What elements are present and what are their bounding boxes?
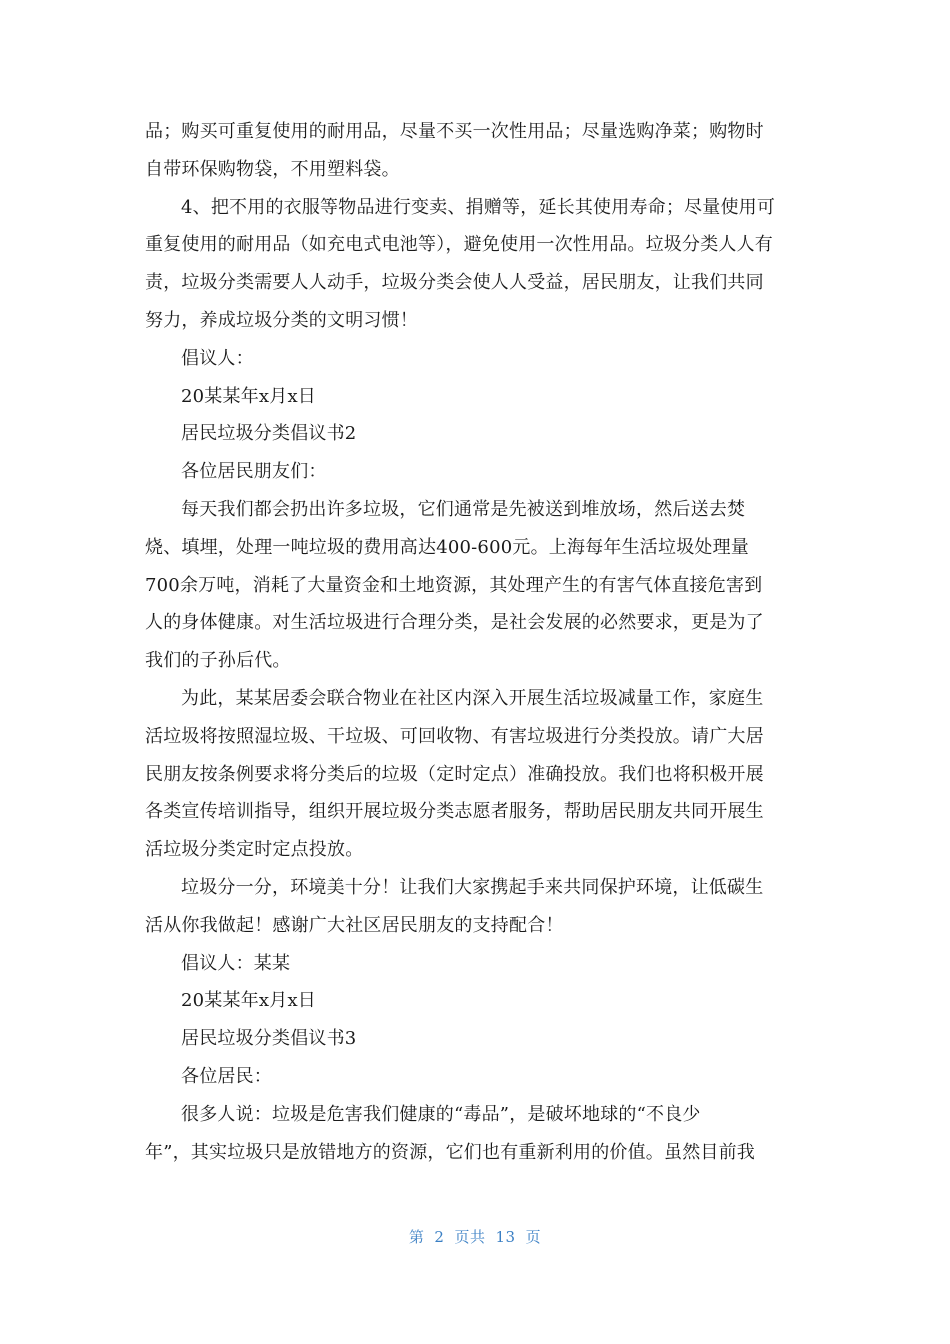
text-line: 重复使用的耐用品（如充电式电池等），避免使用一次性用品。垃圾分类人人有 — [145, 234, 773, 256]
text-line: 品；购买可重复使用的耐用品，尽量不买一次性用品；尽量选购净菜；购物时 — [145, 121, 764, 142]
signatory-label: 倡议人： — [181, 347, 254, 369]
text-line: 责，垃圾分类需要人人动手，垃圾分类会使人人受益，居民朋友，让我们共同 — [145, 272, 764, 294]
text-line: 活垃圾分类定时定点投放。 — [145, 839, 364, 861]
text-line: 4、把不用的衣服等物品进行变卖、捐赠等，延长其使用寿命；尽量使用可 — [181, 196, 776, 218]
text-line: 各类宣传培训指导，组织开展垃圾分类志愿者服务，帮助居民朋友共同开展生 — [145, 801, 764, 823]
text-line: 每天我们都会扔出许多垃圾，它们通常是先被送到堆放场，然后送去焚 — [181, 498, 746, 520]
section-title: 居民垃圾分类倡议书2 — [181, 423, 357, 445]
page-footer — [0, 1226, 950, 1247]
text-line: 700余万吨，消耗了大量资金和土地资源，其处理产生的有害气体直接危害到 — [145, 574, 763, 596]
footer-suffix: 页 — [525, 1228, 542, 1246]
total-pages-number: 13 — [495, 1228, 516, 1246]
document-body — [145, 113, 800, 1171]
current-page-number: 2 — [434, 1228, 445, 1246]
text-line: 垃圾分一分，环境美十分！让我们大家携起手来共同保护环境，让低碳生 — [181, 876, 764, 898]
salutation: 各位居民朋友们： — [181, 461, 327, 483]
salutation: 各位居民： — [181, 1065, 272, 1087]
signatory-label: 倡议人：某某 — [181, 952, 291, 974]
text-line: 自带环保购物袋，不用塑料袋。 — [145, 158, 400, 180]
footer-prefix: 第 — [408, 1228, 425, 1246]
text-line: 活从你我做起！感谢广大社区居民朋友的支持配合！ — [145, 914, 564, 936]
text-line: 烧、填埋，处理一吨垃圾的费用高达400-600元。上海每年生活垃圾处理量 — [145, 536, 749, 558]
section-title: 居民垃圾分类倡议书3 — [181, 1028, 357, 1050]
footer-middle: 页共 — [454, 1228, 486, 1246]
date-line: 20某某年x月x日 — [181, 385, 317, 407]
text-line: 民朋友按条例要求将分类后的垃圾（定时定点）准确投放。我们也将积极开展 — [145, 763, 764, 785]
text-line: 人的身体健康。对生活垃圾进行合理分类，是社会发展的必然要求，更是为了 — [145, 612, 764, 634]
text-line: 很多人说：垃圾是危害我们健康的“毒品”，是破坏地球的“不良少 — [181, 1103, 701, 1125]
date-line: 20某某年x月x日 — [181, 990, 317, 1012]
text-line: 为此，某某居委会联合物业在社区内深入开展生活垃圾减量工作，家庭生 — [181, 687, 764, 709]
text-line: 活垃圾将按照湿垃圾、干垃圾、可回收物、有害垃圾进行分类投放。请广大居 — [145, 725, 764, 747]
text-line: 努力，养成垃圾分类的文明习惯！ — [145, 309, 418, 331]
text-line: 我们的子孙后代。 — [145, 650, 291, 672]
text-line: 年”，其实垃圾只是放错地方的资源，它们也有重新利用的价值。虽然目前我 — [145, 1141, 755, 1163]
